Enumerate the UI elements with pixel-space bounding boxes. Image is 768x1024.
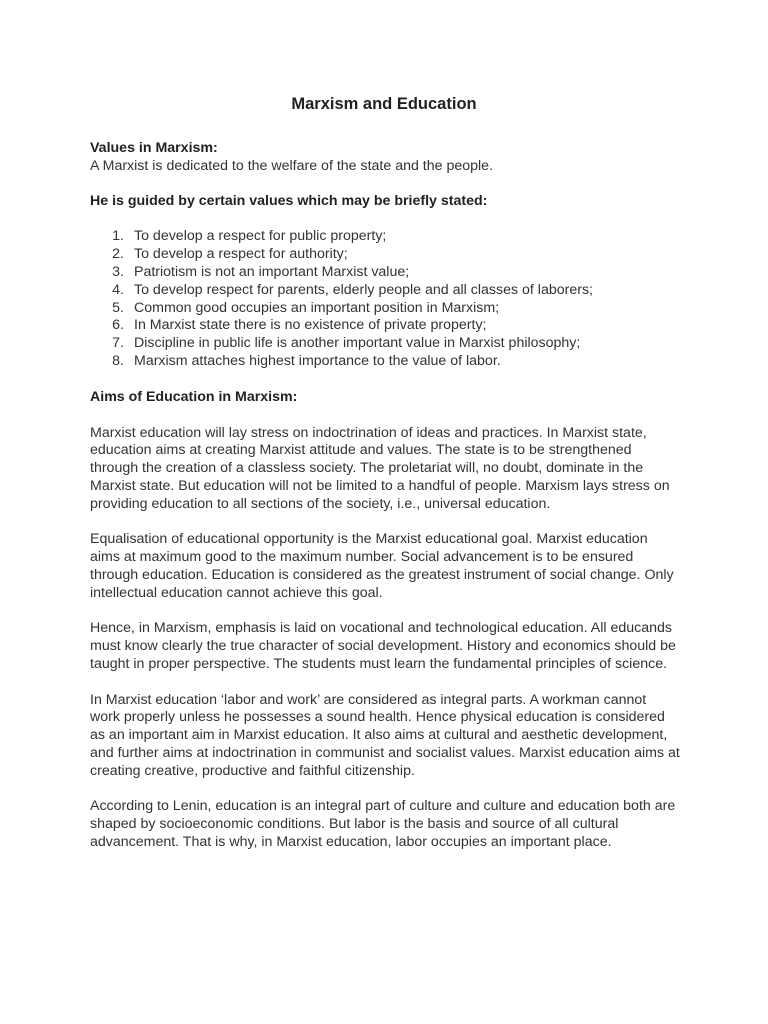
list-item-number: 3. <box>112 263 124 280</box>
list-item <box>90 317 680 335</box>
list-item-text: To develop a respect for public property; <box>134 228 387 245</box>
body-paragraph: Hence, in Marxism, emphasis is laid on vocational and technological education. All educands must know clearly the true character of social development. History and economics should be taught in proper perspective. The students must learn the fundamental principles of science. <box>90 620 676 672</box>
page-title: Marxism and Education <box>291 95 477 113</box>
spacer <box>90 176 680 193</box>
list-item <box>90 282 680 300</box>
list-item-text: To develop respect for parents, elderly people and all classes of laborers; <box>134 281 593 298</box>
body-paragraph: According to Lenin, education is an integral part of culture and culture and education both are shaped by socioeconomic conditions. But labor is the basis and source of all cultural advancement. That is why, in Marxist education, labor occupies an important place. <box>90 798 676 850</box>
body-paragraph: In Marxist education ‘labor and work’ are considered as integral parts. A workman cannot work properly unless he possesses a sound health. Hence physical education is considered as an important aim in Marxist education. It also aims at cultural and aesthetic development, and further aims at indoctrination in communist and socialist values. Marxist education aims at creating creative, productive and faithful citizenship. <box>90 691 680 779</box>
list-item-number: 4. <box>112 281 124 298</box>
list-item <box>90 300 680 318</box>
list-item <box>90 335 680 353</box>
values-list <box>90 228 680 370</box>
list-item-text: To develop a respect for authority; <box>134 246 348 263</box>
list-item <box>90 264 680 282</box>
list-item-text: Common good occupies an important position in Marxism; <box>134 299 500 316</box>
list-item <box>90 353 680 371</box>
document-body <box>90 140 680 869</box>
values-intro: A Marxist is dedicated to the welfare of the state and the people. <box>90 157 494 174</box>
body-paragraph: Equalisation of educational opportunity is the Marxist educational goal. Marxist education aims at maximum good to the maximum number. Social advancement is to be ensured through education. Education is considered as the greatest instrument of social change. Only intellectual education cannot achieve this goal. <box>90 531 674 601</box>
body-paragraph: Marxist education will lay stress on indoctrination of ideas and practices. In Marxist state, education aims at creating Marxist attitude and values. The state is to be strengthened through the creation of a classless society. The proletariat will, no doubt, dominate in the Marxist state. But education will not be limited to a handful of people. Marxism lays stress on providing education to all sections of the society, i.e., universal education. <box>90 424 670 512</box>
list-item-number: 7. <box>112 335 124 352</box>
list-item-number: 2. <box>112 246 124 263</box>
aims-heading: Aims of Education in Marxism: <box>90 388 298 405</box>
list-item-text: Marxism attaches highest importance to the value of labor. <box>134 352 501 369</box>
list-item-text: In Marxist state there is no existence of private property; <box>134 317 487 334</box>
list-item <box>90 246 680 264</box>
list-item-number: 6. <box>112 317 124 334</box>
list-item <box>90 228 680 246</box>
spacer <box>90 210 680 228</box>
values-heading: Values in Marxism: <box>90 140 218 156</box>
list-item-number: 8. <box>112 352 124 369</box>
guided-heading: He is guided by certain values which may be briefly stated: <box>90 192 488 209</box>
list-item-number: 5. <box>112 299 124 316</box>
list-item-text: Patriotism is not an important Marxist value; <box>134 263 410 280</box>
spacer <box>90 371 680 389</box>
list-item-number: 1. <box>112 228 124 245</box>
list-item-text: Discipline in public life is another important value in Marxist philosophy; <box>134 335 581 352</box>
spacer <box>90 407 680 425</box>
